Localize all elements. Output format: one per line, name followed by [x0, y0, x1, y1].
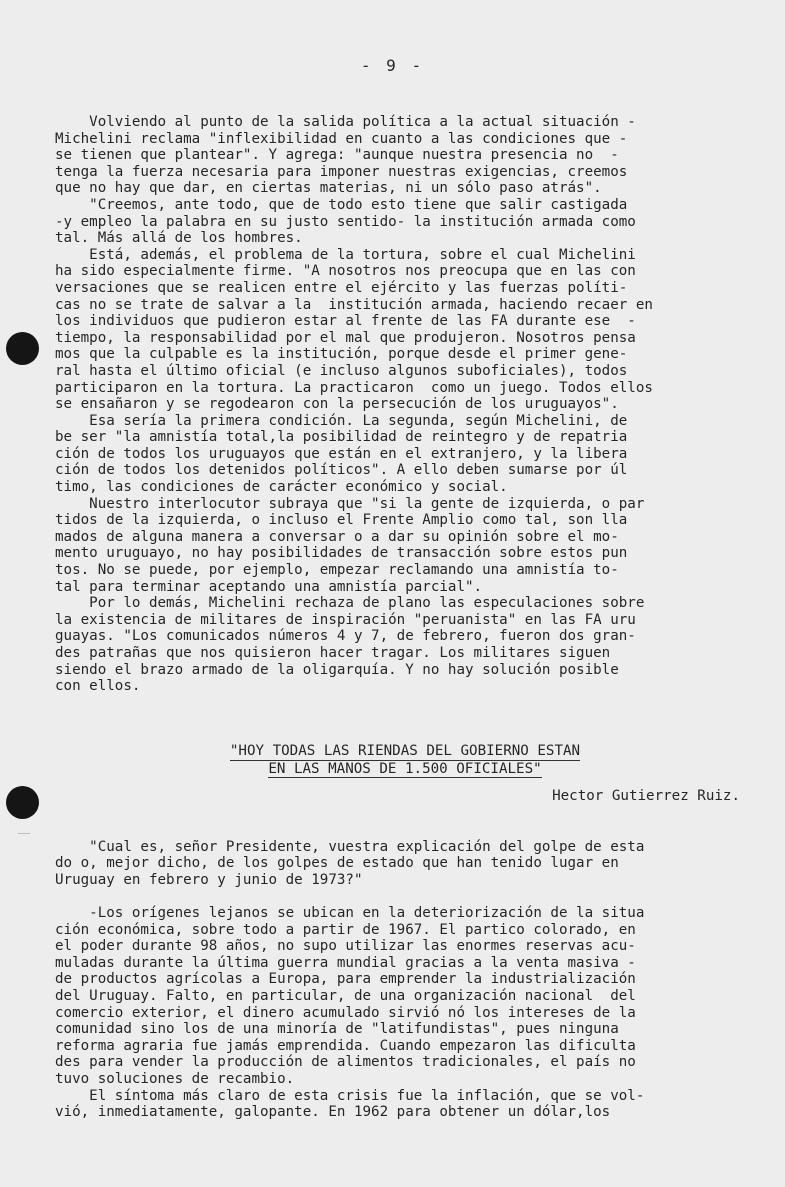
- text-line: Volviendo al punto de la salida política a la actual situación -: [55, 114, 636, 130]
- text-line: los individuos que pudieron estar al frente de las FA durante ese -: [55, 313, 636, 330]
- text-line: ha sido especialmente firme. "A nosotros nos preocupa que en las con: [55, 263, 636, 280]
- text-line: vió, inmediatamente, galopante. En 1962 para obtener un dólar,los: [55, 1104, 611, 1121]
- text-line: mento uruguayo, no hay posibilidades de transacción sobre estos pun: [55, 545, 628, 562]
- text-line: comunidad sino los de una minoría de "latifundistas", pues ninguna: [55, 1021, 619, 1038]
- text-line: [55, 888, 747, 905]
- text-line: [55, 822, 747, 839]
- text-line: que no hay que dar, en ciertas materias, ni un sólo paso atrás".: [55, 180, 602, 197]
- section-heading: [185, 743, 625, 778]
- text-line: ción económica, sobre todo a partir de 1967. El partico colorado, en: [55, 921, 636, 938]
- text-line: muladas durante la última guerra mundial gracias a la venta masiva -: [55, 954, 636, 971]
- text-line: timo, las condiciones de carácter económico y social.: [55, 479, 508, 496]
- text-line: con ellos.: [55, 678, 141, 695]
- interview-text-michelini: [55, 114, 747, 695]
- page-number: - 9 -: [360, 56, 425, 75]
- interview-text-gutierrez-ruiz: [55, 822, 747, 1121]
- text-line: Michelini reclama "inflexibilidad en cuanto a las condiciones que -: [55, 130, 628, 147]
- text-line: guayas. "Los comunicados números 4 y 7, de febrero, fueron dos gran-: [55, 628, 636, 645]
- text-line: participaron en la tortura. La practicaron como un juego. Todos ellos: [55, 379, 653, 396]
- text-line: tos. No se puede, por ejemplo, empezar reclamando una amnistía to-: [55, 562, 619, 579]
- text-line: Está, además, el problema de la tortura, sobre el cual Michelini: [55, 246, 636, 263]
- text-line: mos que la culpable es la institución, porque desde el primer gene-: [55, 346, 628, 363]
- text-line: "Cual es, señor Presidente, vuestra explicación del golpe de esta: [55, 838, 645, 855]
- text-line: Uruguay en febrero y junio de 1973?": [55, 871, 363, 888]
- punch-hole-upper: [6, 332, 39, 365]
- text-line: tal para terminar aceptando una amnistía parcial".: [55, 578, 483, 595]
- text-line: tidos de la izquierda, o incluso el Frente Amplio como tal, son lla: [55, 512, 628, 529]
- text-line: El síntoma más claro de esta crisis fue la inflación, que se vol-: [55, 1087, 645, 1104]
- text-line: Esa sería la primera condición. La segunda, según Michelini, de: [55, 412, 628, 429]
- text-line: Por lo demás, Michelini rechaza de plano las especulaciones sobre: [55, 595, 645, 612]
- text-line: se tienen que plantear". Y agrega: "aunque nuestra presencia no -: [55, 147, 619, 164]
- author-byline: Hector Gutierrez Ruiz.: [552, 788, 740, 804]
- text-line: tuvo soluciones de recambio.: [55, 1070, 295, 1087]
- heading-line-1: "HOY TODAS LAS RIENDAS DEL GOBIERNO ESTAN: [229, 743, 581, 759]
- text-line: se ensañaron y se regodearon con la persecución de los uruguayos".: [55, 396, 619, 413]
- punch-hole-lower: [6, 786, 39, 819]
- text-line: tiempo, la responsabilidad por el mal que produjeron. Nosotros pensa: [55, 329, 636, 346]
- text-line: -Los orígenes lejanos se ubican en la deteriorización de la situa: [55, 904, 645, 921]
- text-line: ral hasta el último oficial (e incluso algunos suboficiales), todos: [55, 362, 628, 379]
- text-line: siendo el brazo armado de la oligarquía. Y no hay solución posible: [55, 661, 619, 678]
- text-line: cas no se trate de salvar a la institución armada, haciendo recaer en: [55, 296, 653, 313]
- text-line: "Creemos, ante todo, que de todo esto tiene que salir castigada: [55, 196, 628, 213]
- text-line: Nuestro interlocutor subraya que "si la gente de izquierda, o par: [55, 495, 645, 512]
- text-line: el poder durante 98 años, no supo utilizar las enormes reservas acu-: [55, 938, 636, 955]
- heading-line-2: EN LAS MANOS DE 1.500 OFICIALES": [268, 760, 542, 777]
- text-line: ción de todos los detenidos políticos". A ello deben sumarse por úl: [55, 462, 628, 479]
- text-line: des patrañas que nos quisieron hacer tragar. Los militares siguen: [55, 645, 611, 661]
- text-line: tenga la fuerza necesaria para imponer nuestras exigencias, creemos: [55, 163, 628, 180]
- margin-mark: [18, 833, 30, 834]
- text-line: -y empleo la palabra en su justo sentido- la institución armada como: [55, 213, 636, 230]
- text-line: ción de todos los uruguayos que están en el extranjero, y la libera: [55, 445, 628, 462]
- text-line: mados de alguna manera a conversar o a dar su opinión sobre el mo-: [55, 528, 619, 545]
- text-line: de productos agrícolas a Europa, para emprender la industrialización: [55, 971, 636, 988]
- text-line: comercio exterior, el dinero acumulado sirvió nó los intereses de la: [55, 1004, 636, 1021]
- text-line: tal. Más allá de los hombres.: [55, 230, 303, 247]
- text-line: be ser "la amnistía total,la posibilidad de reintegro y de repatria: [55, 429, 628, 446]
- text-line: la existencia de militares de inspiración "peruanista" en las FA uru: [55, 611, 636, 628]
- text-line: des para vender la producción de alimentos tradicionales, el país no: [55, 1054, 636, 1071]
- text-line: reforma agraria fue jamás emprendida. Cuando empezaron las dificulta: [55, 1037, 636, 1054]
- text-line: do o, mejor dicho, de los golpes de estado que han tenido lugar en: [55, 855, 619, 872]
- text-line: versaciones que se realicen entre el ejército y las fuerzas políti-: [55, 279, 628, 296]
- text-line: del Uruguay. Falto, en particular, de una organización nacional del: [55, 987, 636, 1004]
